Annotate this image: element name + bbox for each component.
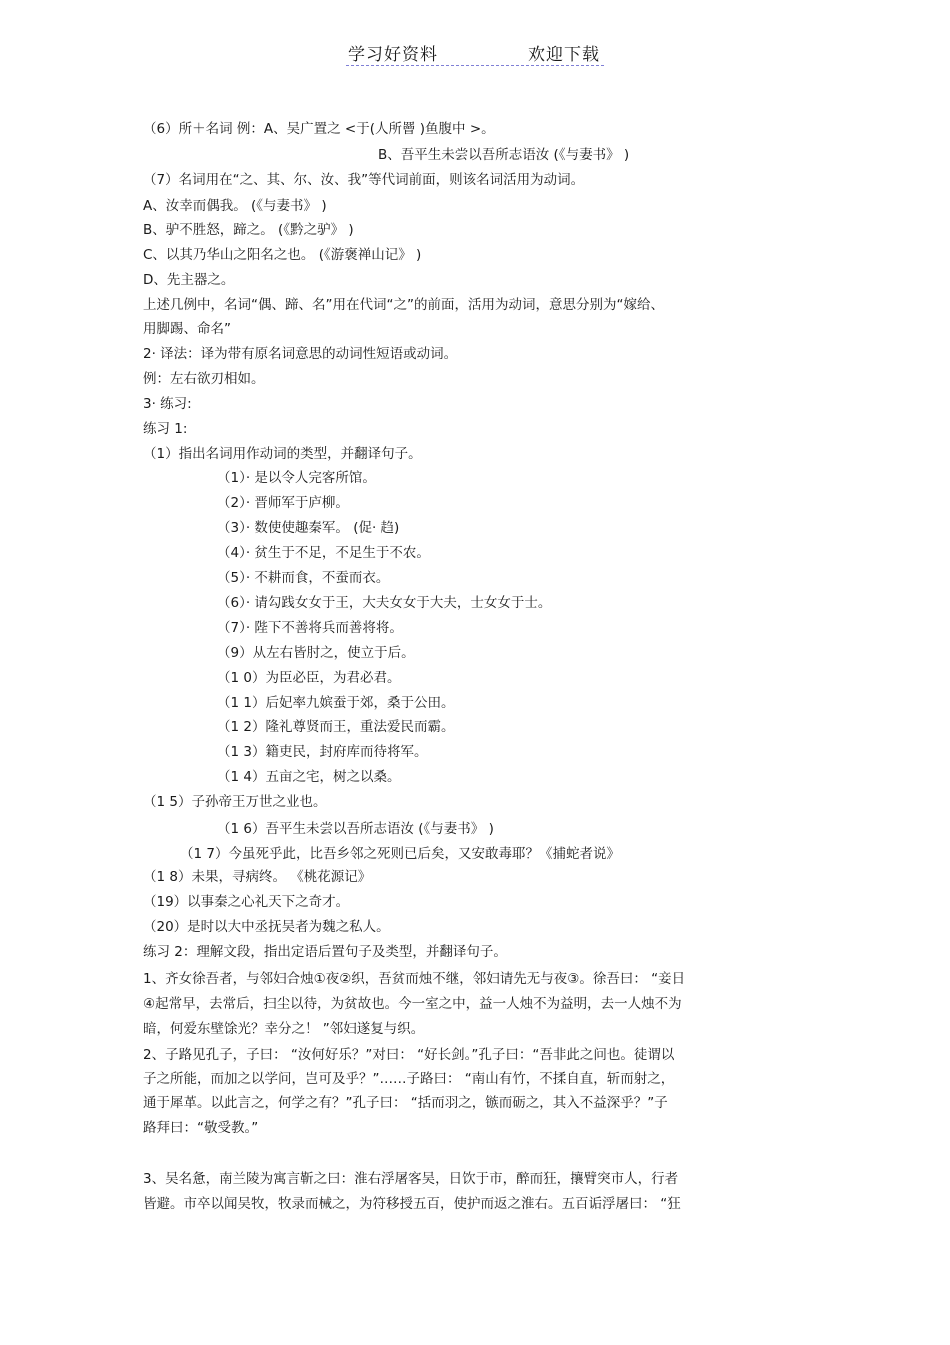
text-line: （19）以事秦之心礼天下之奇才。: [143, 894, 350, 910]
text-line: 通于犀革。以此言之，何学之有？”孔子曰： “括而羽之，镞而砺之，其入不益深乎？”子: [143, 1095, 668, 1111]
text-line: （1 2）隆礼尊贤而王，重法爱民而霸。: [217, 719, 455, 735]
text-line: 1、齐女徐吾者，与邻妇合烛①夜②织，吾贫而烛不继，邻妇请先无与夜③。徐吾曰： “妾日: [143, 971, 686, 987]
text-line: 暗，何爱东壁馀光？幸分之！ ”邻妇遂复与织。: [143, 1021, 425, 1037]
text-line: （1 7）今虽死乎此，比吾乡邻之死则已后矣，又安敢毒耶？《捕蛇者说》: [180, 846, 620, 862]
text-line: （1 6）吾平生未尝以吾所志语汝 (《与妻书》 ): [217, 821, 494, 837]
text-line: （1 5）子孙帝王万世之业也。: [143, 794, 327, 810]
text-line: （20）是时以大中丞抚吴者为魏之私人。: [143, 919, 390, 935]
text-line: （6）· 请勾践女女于王，大夫女女于大夫，士女女于士。: [217, 595, 552, 611]
text-line: （9）从左右皆肘之，使立于后。: [217, 645, 415, 661]
text-line: （6）所＋名词 例：A、吴广置之 <于(人所罾 )鱼腹中 >。: [143, 121, 495, 137]
page-header: [0, 40, 950, 70]
text-line: B、吾平生未尝以吾所志语汝 (《与妻书》 ): [378, 147, 630, 163]
text-line: （1 1）后妃率九嫔蚕于郊，桑于公田。: [217, 695, 455, 711]
text-line: （1）指出名词用作动词的类型，并翻译句子。: [143, 446, 422, 462]
text-line: 上述几例中，名词“偶、蹄、名”用在代词“之”的前面，活用为动词，意思分别为“嫁给、: [143, 297, 664, 313]
header-right-text: 欢迎下载: [528, 45, 600, 65]
text-line: 2· 译法：译为带有原名词意思的动词性短语或动词。: [143, 346, 458, 362]
text-line: ④起常早，去常后，扫尘以待，为贫故也。今一室之中，益一人烛不为益明，去一人烛不为: [143, 996, 682, 1012]
text-line: 3、吴名惫，南兰陵为寓言靳之曰：淮右浮屠客吴，日饮于市，醉而狂，攘臂突市人，行者: [143, 1171, 679, 1187]
text-line: （1 4）五亩之宅，树之以桑。: [217, 769, 401, 785]
text-line: （3）· 数使使趣秦军。 (促· 趋): [217, 520, 400, 536]
text-line: 子之所能，而加之以学问，岂可及乎？”……子路曰： “南山有竹，不揉自直，斩而射之，: [143, 1071, 675, 1087]
text-line: 皆避。市卒以闻吴牧，牧录而械之，为符移授五百，使护而返之淮右。五百诟浮屠曰： “狂: [143, 1196, 681, 1212]
text-line: （7）名词用在“之、其、尔、汝、我”等代词前面，则该名词活用为动词。: [143, 172, 585, 188]
text-line: 路拜曰：“敬受教。”: [143, 1120, 259, 1136]
text-line: （1 3）籍吏民，封府库而待将军。: [217, 744, 428, 760]
text-line: 例：左右欲刃相如。: [143, 371, 265, 387]
text-line: B、驴不胜怒，蹄之。 (《黔之驴》 ): [143, 222, 354, 238]
text-line: （1）· 是以令人完客所馆。: [217, 470, 376, 486]
text-line: （1 0）为臣必臣，为君必君。: [217, 670, 401, 686]
text-line: （4）· 贫生于不足，不足生于不农。: [217, 545, 430, 561]
text-line: C、以其乃华山之阳名之也。 (《游褒禅山记》 ): [143, 247, 422, 263]
text-line: 练习 1:: [143, 421, 188, 437]
text-line: 练习 2：理解文段，指出定语后置句子及类型，并翻译句子。: [143, 944, 507, 960]
text-line: A、汝幸而偶我。 (《与妻书》 ): [143, 198, 327, 214]
text-line: 2、子路见孔子，子曰： “汝何好乐？”对曰： “好长剑。”孔子曰：“吾非此之问也。徒谓以: [143, 1047, 675, 1063]
header-left-text: 学习好资料: [348, 45, 438, 65]
text-line: 用脚踢、命名”: [143, 321, 231, 337]
text-line: （2）· 晋师军于庐柳。: [217, 495, 349, 511]
text-line: （1 8）未果，寻病终。 《桃花源记》: [143, 869, 372, 885]
text-line: 3· 练习:: [143, 396, 192, 412]
text-line: （7）· 陛下不善将兵而善将将。: [217, 620, 403, 636]
text-line: D、先主器之。: [143, 272, 235, 288]
header-dashed-rule: [346, 65, 604, 66]
text-line: （5）· 不耕而食，不蚕而衣。: [217, 570, 390, 586]
